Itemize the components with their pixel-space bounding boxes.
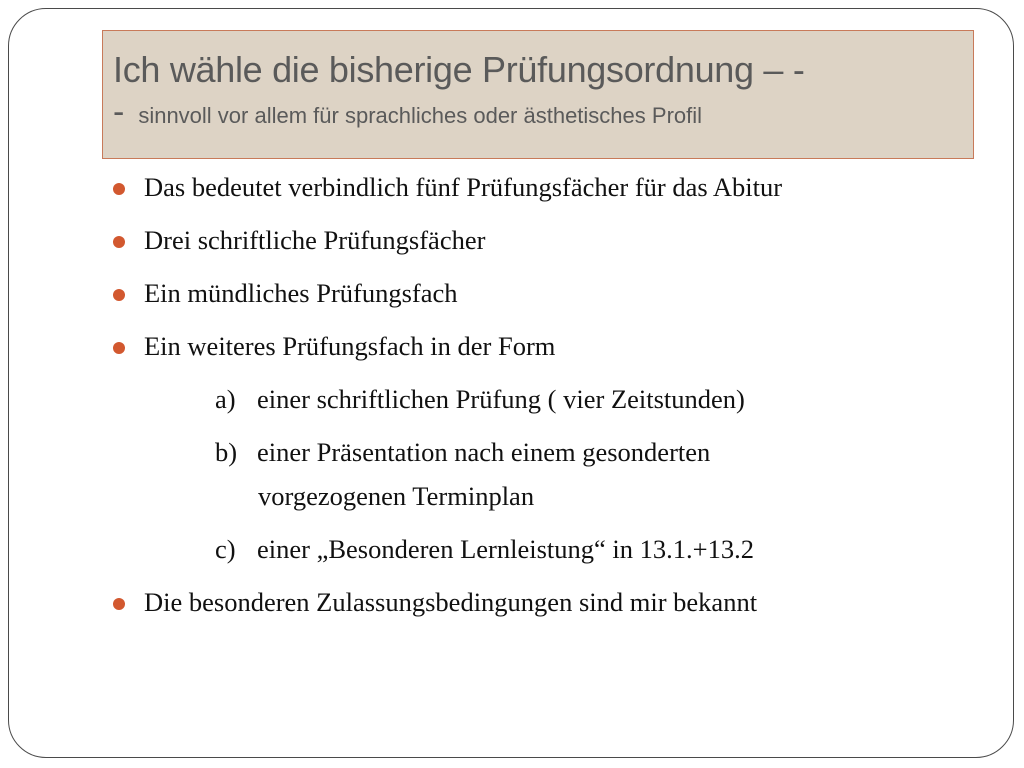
- bullet-item: Die besonderen Zulassungsbedingungen sind mir bekannt: [144, 587, 758, 617]
- sub-item-text: einer „Besonderen Lernleistung“ in 13.1.+13.2: [257, 534, 754, 564]
- sub-item-a: [215, 384, 745, 415]
- bullet-item: Das bedeutet verbindlich fünf Prüfungsfächer für das Abitur: [144, 172, 783, 202]
- bullet-dot: [113, 598, 125, 610]
- sub-item-marker: a): [215, 384, 236, 414]
- bullet-dot: [113, 183, 125, 195]
- title-dash: -: [113, 93, 125, 131]
- bullet-dot: [113, 236, 125, 248]
- sub-item-b: [215, 437, 710, 468]
- sub-item-marker: c): [215, 534, 236, 564]
- slide-subtitle: sinnvoll vor allem für sprachliches oder ästhetisches Profil: [138, 103, 703, 128]
- sub-item-continuation: vorgezogenen Terminplan: [258, 481, 535, 511]
- bullet-item: Ein weiteres Prüfungsfach in der Form: [144, 331, 556, 361]
- slide-title: Ich wähle die bisherige Prüfungsordnung – -: [113, 49, 805, 90]
- sub-item-text: einer schriftlichen Prüfung ( vier Zeitstunden): [257, 384, 745, 414]
- bullet-item: Drei schriftliche Prüfungsfächer: [144, 225, 486, 255]
- sub-item-marker: b): [215, 437, 238, 467]
- bullet-dot: [113, 342, 125, 354]
- sub-item-c: [215, 534, 754, 565]
- bullet-item: Ein mündliches Prüfungsfach: [144, 278, 458, 308]
- sub-item-text: einer Präsentation nach einem gesonderten: [257, 437, 711, 467]
- bullet-dot: [113, 289, 125, 301]
